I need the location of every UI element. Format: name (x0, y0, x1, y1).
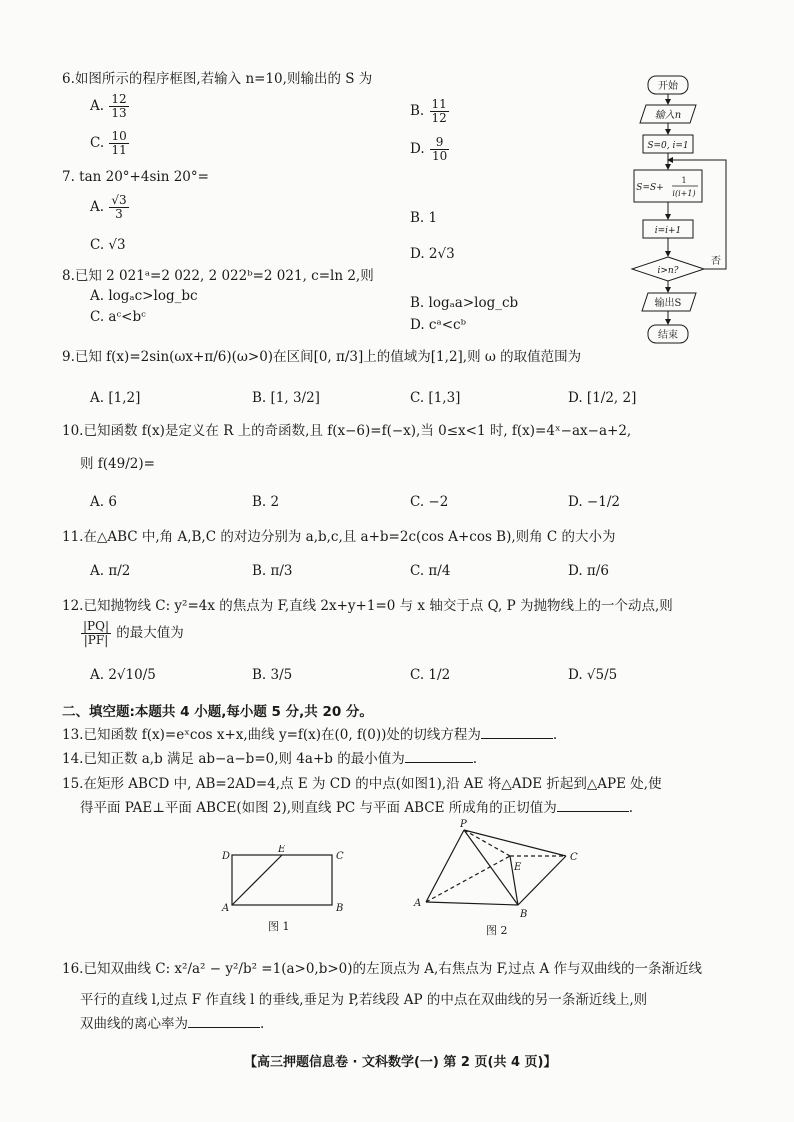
q15-line-1: 15.在矩形 ABCD 中, AB=2AD=4,点 E 为 CD 的中点(如图1),沿 AE 将△ADE 折起到△APE 处,使 (62, 776, 662, 792)
q7-option-b: B. 1 (410, 210, 438, 226)
q16-line-2: 平行的直线 l,过点 F 作直线 l 的垂线,垂足为 P,若线段 AP 的中点在双曲线的另一条渐近线上,则 (80, 992, 648, 1008)
q11-option-b: B. π/3 (252, 563, 293, 579)
q8-option-b: B. logₐa>log_cb (410, 295, 519, 311)
q6-option-c: C. $\frac{10}{11}$ (90, 129, 127, 157)
q10-option-d: D. −1/2 (568, 494, 620, 510)
q14: 14.已知正数 a,b 满足 ab−a−b=0,则 4a+b 的最小值为 . (62, 751, 477, 767)
q6-option-b: B. $\frac{11}{12}$ (410, 97, 447, 125)
svg-text:A: A (222, 903, 230, 914)
q11-stem: 11.在△ABC 中,角 A,B,C 的对边分别为 a,b,c,且 a+b=2c(cos A+cos B),则角 C 的大小为 (62, 529, 616, 545)
q9-option-b: B. [1, 3/2] (252, 390, 320, 406)
figure-2 (408, 818, 588, 945)
svg-text:否: 否 (711, 256, 721, 267)
q8-stem: 8.已知 2 021ᵃ=2 022, 2 022ᵇ=2 021, c=ln 2,则 (62, 268, 374, 284)
svg-text:C: C (336, 851, 344, 862)
q15-line-2: 得平面 PAE⊥平面 ABCE(如图 2),则直线 PC 与平面 ABCE 所成角的正切值为 . (80, 800, 634, 816)
svg-text:E: E (278, 845, 286, 855)
svg-text:i>n?: i>n? (657, 266, 679, 276)
q12-option-b: B. 3/5 (252, 667, 293, 683)
svg-text:C: C (570, 852, 578, 863)
q12-option-d: D. √5/5 (568, 667, 618, 683)
page-footer: 【高三押题信息卷 · 文科数学(一) 第 2 页(共 4 页)】 (244, 1055, 557, 1070)
q9-option-a: A. [1,2] (90, 390, 141, 406)
q10-option-c: C. −2 (410, 494, 449, 510)
q6-option-a: A. $\frac{12}{13}$ (90, 92, 127, 120)
svg-text:结束: 结束 (658, 330, 678, 341)
svg-text:D: D (222, 851, 231, 862)
svg-text:1: 1 (681, 176, 687, 185)
q12-option-a: A. 2√10/5 (90, 667, 156, 683)
svg-text:E: E (514, 862, 522, 873)
svg-text:开始: 开始 (658, 81, 678, 92)
svg-text:B: B (336, 903, 344, 914)
section-fill-in-heading: 二、填空题:本题共 4 小题,每小题 5 分,共 20 分。 (62, 704, 373, 720)
q11-option-d: D. π/6 (568, 563, 609, 579)
q9-option-d: D. [1/2, 2] (568, 390, 637, 406)
svg-text:P: P (460, 819, 467, 830)
q16-line-3: 双曲线的离心率为 . (80, 1016, 265, 1032)
svg-text:图 1: 图 1 (268, 920, 290, 933)
svg-text:输入n: 输入n (654, 110, 682, 121)
q7-option-a: A. $\frac{√3}{3}$ (90, 193, 127, 221)
q12-stem-2: $\frac{|PQ|}{|PF|}$ 的最大值为 (83, 619, 184, 647)
svg-text:i=i+1: i=i+1 (654, 226, 682, 236)
svg-text:A: A (414, 898, 422, 909)
flowchart (626, 70, 736, 355)
q16-line-1: 16.已知双曲线 C: x²/a² − y²/b² =1(a>0,b>0)的左顶点为 A,右焦点为 F,过点 A 作与双曲线的一条渐近线 (62, 961, 703, 977)
q7-option-d: D. 2√3 (410, 246, 455, 262)
q12-stem: 12.已知抛物线 C: y²=4x 的焦点为 F,直线 2x+y+1=0 与 x 轴交于点 Q, P 为抛物线上的一个动点,则 (62, 598, 673, 614)
svg-text:i(i+1): i(i+1) (672, 189, 696, 198)
q10-option-a: A. 6 (90, 494, 117, 510)
q12-option-c: C. 1/2 (410, 667, 451, 683)
svg-text:B: B (520, 909, 528, 920)
q8-option-c: C. aᶜ<bᶜ (90, 309, 146, 325)
svg-text:输出S: 输出S (654, 298, 682, 309)
svg-text:S=S+: S=S+ (636, 183, 664, 193)
q9-stem: 9.已知 f(x)=2sin(ωx+π/6)(ω>0)在区间[0, π/3]上的值域为[1,2],则 ω 的取值范围为 (62, 349, 582, 365)
figure-1 (218, 845, 358, 945)
q8-option-a: A. logₐc>log_bc (90, 288, 198, 304)
q8-option-d: D. cᵃ<cᵇ (410, 317, 466, 333)
q7-stem: 7. tan 20°+4sin 20°= (62, 169, 209, 185)
q7-option-c: C. √3 (90, 237, 126, 253)
svg-text:S=0, i=1: S=0, i=1 (647, 141, 689, 151)
q6-stem: 6.如图所示的程序框图,若输入 n=10,则输出的 S 为 (62, 71, 373, 87)
q10-option-b: B. 2 (252, 494, 280, 510)
q11-option-a: A. π/2 (90, 563, 131, 579)
q10-stem-2: 则 f(49/2)= (80, 456, 155, 472)
q11-option-c: C. π/4 (410, 563, 451, 579)
svg-text:图 2: 图 2 (486, 924, 508, 937)
q13: 13.已知函数 f(x)=eˣcos x+x,曲线 y=f(x)在(0, f(0))处的切线方程为 . (62, 727, 558, 743)
q9-option-c: C. [1,3] (410, 390, 461, 406)
q10-stem: 10.已知函数 f(x)是定义在 R 上的奇函数,且 f(x−6)=f(−x),当 0≤x<1 时, f(x)=4ˣ−ax−a+2, (62, 423, 632, 439)
q6-option-d: D. $\frac{9}{10}$ (410, 135, 448, 163)
